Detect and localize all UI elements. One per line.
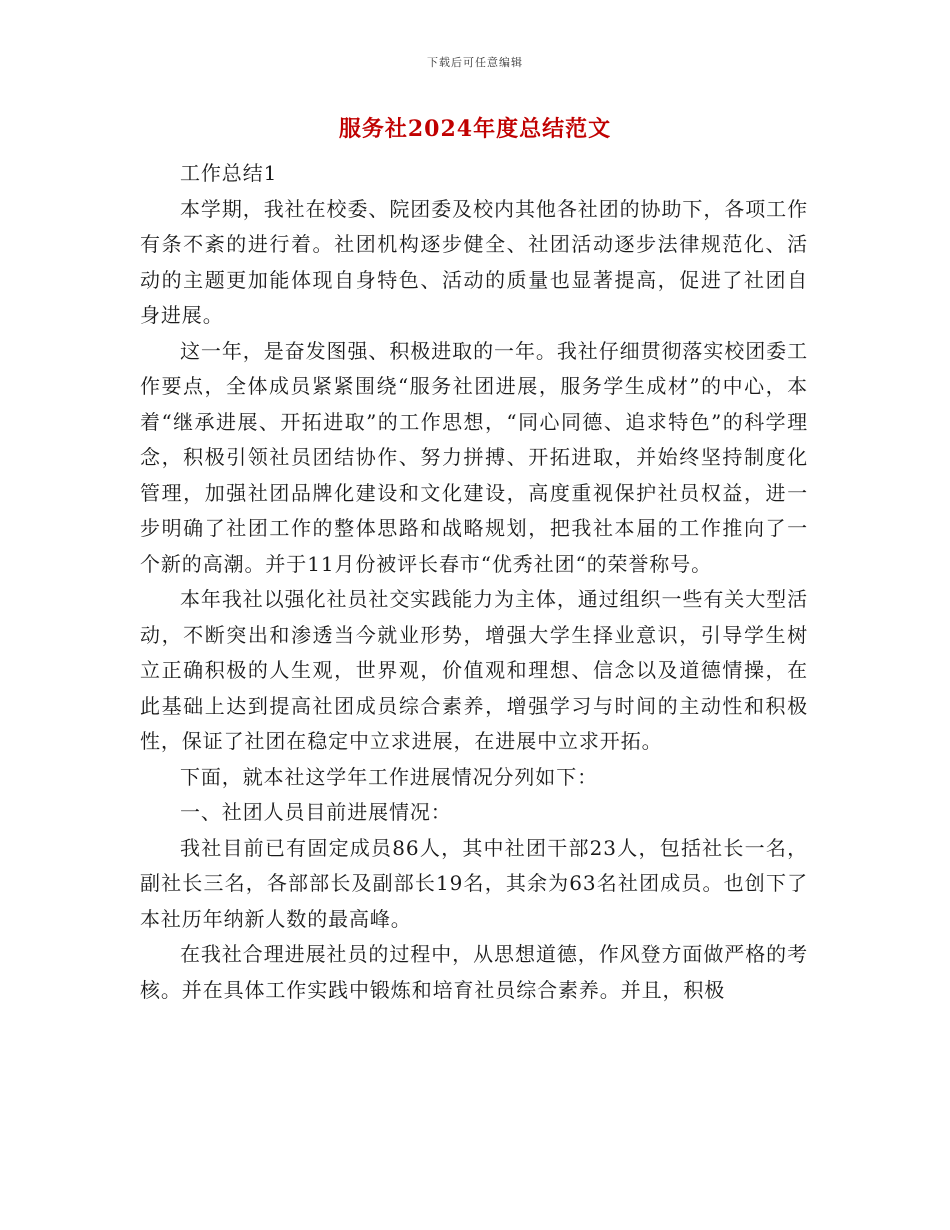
paragraph-year-review: 这一年，是奋发图强、积极进取的一年。我社仔细贯彻落实校团委工作要点，全体成员紧紧围绕“服务社团进展，服务学生成材”的中心，本着“继承进展、开拓进取”的工作思想，“同心同德、追求特色”的科学理念，积极引领社员团结协作、努力拼搏、开拓进取，并始终坚持制度化管理，加强社团品牌化建设和文化建设，高度重视保护社员权益，进一步明确了社团工作的整体思路和战略规划，把我社本届的工作推向了一个新的高潮。并于11月份被评长春市“优秀社团“的荣誉称号。 [140, 338, 808, 576]
paragraph-subheading-members: 一、社团人员目前进展情况： [180, 800, 452, 824]
page-header-note: 下载后可任意编辑 [427, 56, 523, 69]
paragraph-overview-lead: 下面，就本社这学年工作进展情况分列如下： [180, 764, 598, 789]
paragraph-member-development: 在我社合理进展社员的过程中，从思想道德，作风登方面做严格的考核。并在具体工作实践中锻炼和培育社员综合素养。并且，积极 [140, 942, 808, 1002]
document-title: 服务社2024年度总结范文 [338, 116, 612, 142]
paragraph-member-count: 我社目前已有固定成员86人，其中社团干部23人，包括社长一名，副社长三名，各部部长及副部长19名，其余为63名社团成员。也创下了本社历年纳新人数的最高峰。 [140, 835, 808, 931]
paragraph-focus: 本年我社以强化社员社交实践能力为主体，通过组织一些有关大型活动，不断突出和渗透当今就业形势，增强大学生择业意识，引导学生树立正确积极的人生观，世界观，价值观和理想、信念以及道德情操，在此基础上达到提高社团成员综合素养，增强学习与时间的主动性和积极性，保证了社团在稳定中立求进展，在进展中立求开拓。 [140, 587, 808, 753]
paragraph-intro: 本学期，我社在校委、院团委及校内其他各社团的协助下，各项工作有条不紊的进行着。社团机构逐步健全、社团活动逐步法律规范化、活动的主题更加能体现自身特色、活动的质量也显著提高，促进了社团自身进展。 [140, 196, 808, 327]
paragraph-section-heading: 工作总结1 [180, 161, 278, 185]
document-body [140, 156, 808, 1008]
